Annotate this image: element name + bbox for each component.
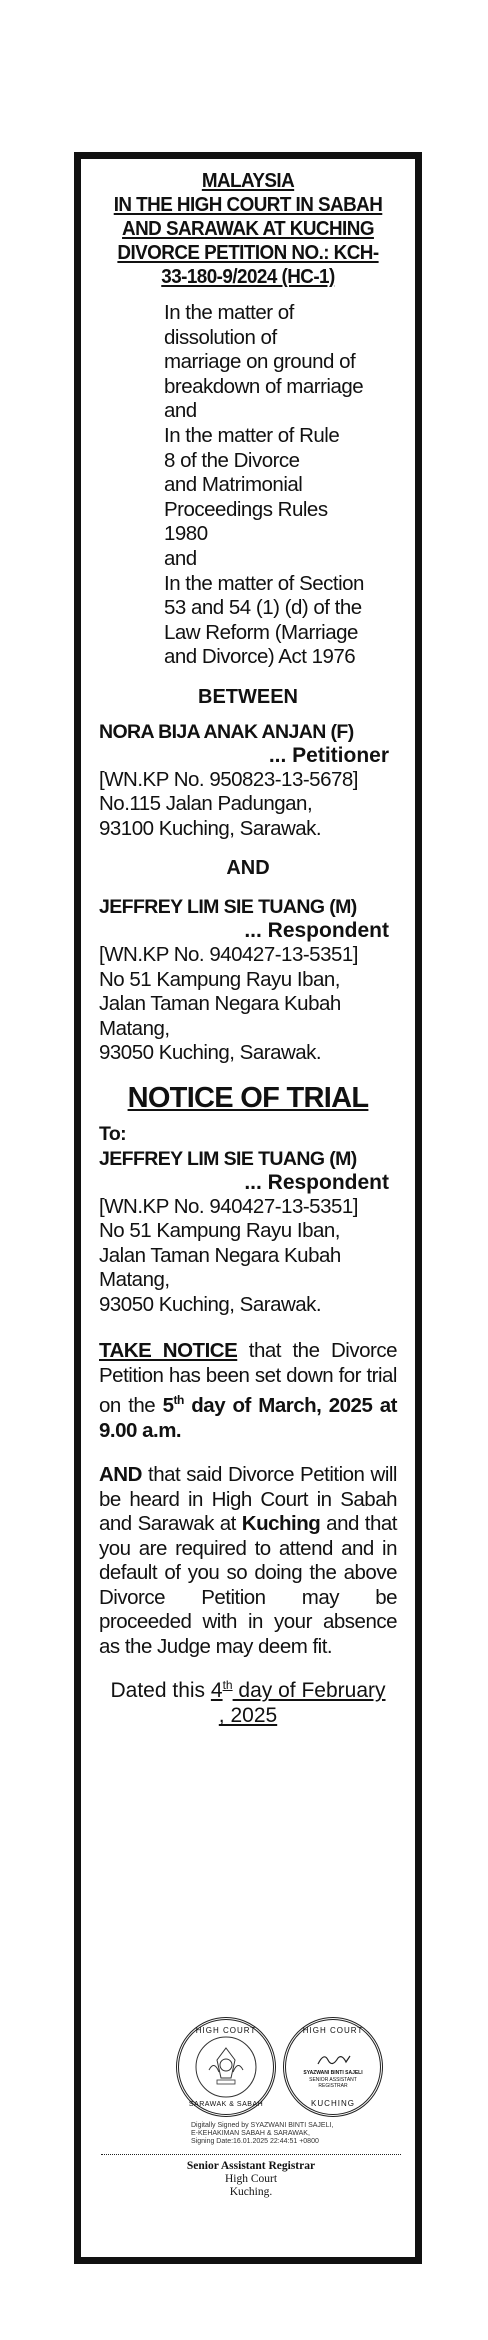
hearing-paragraph (99, 1463, 397, 1659)
digital-signature-line: Digitally Signed by SYAZWANI BINTI SAJELI, (191, 2122, 334, 2129)
trial-date: day of March, 2025 at 9.00 a.m. (99, 1394, 397, 1442)
address-line: No 51 Kampung Rayu Iban, (99, 1219, 340, 1243)
respondent-name: JEFFREY LIM SIE TUANG (M) (99, 896, 357, 919)
matter-line: Proceedings Rules (164, 497, 328, 521)
court-seal-right (283, 2017, 383, 2117)
matter-line: marriage on ground of (164, 350, 356, 374)
heading-line: AND SARAWAK AT KUCHING (122, 217, 374, 240)
hearing-place: Kuching (241, 1512, 321, 1536)
address-line: [WN.KP No. 940427-13-5351] (99, 943, 358, 967)
in-the-matter-block (164, 301, 397, 670)
trial-day: 5 (162, 1394, 174, 1418)
address-line: 93050 Kuching, Sarawak. (99, 1041, 322, 1065)
matter-line: 1980 (164, 522, 208, 546)
trial-day-suffix: th (173, 1393, 184, 1408)
digital-signature-line: E-KEHAKIMAN SABAH & SARAWAK, (191, 2130, 310, 2137)
matter-line: In the matter of Rule (164, 423, 340, 447)
heading-line: IN THE HIGH COURT IN SABAH (113, 193, 383, 216)
address-line: No 51 Kampung Rayu Iban, (99, 967, 340, 991)
paragraph-text: that the Divorce Petition has been set down for trial on the (99, 1339, 397, 1418)
dated-prefix: Dated this (110, 1679, 211, 1703)
registrar-place: Kuching. (229, 2186, 273, 2198)
dated-year: , 2025 (218, 1704, 278, 1728)
signature-icon (316, 2050, 352, 2068)
to-label: To: (99, 1122, 127, 1145)
heading-line: 33-180-9/2024 (HC-1) (161, 265, 335, 288)
notice-recipient-role: ... Respondent (244, 1170, 389, 1194)
heading-line: DIVORCE PETITION NO.: KCH- (117, 241, 379, 264)
and-label: AND (226, 857, 270, 880)
take-notice-paragraph (99, 1339, 397, 1443)
respondent-address (99, 943, 397, 1066)
seal-left-top-text: HIGH COURT (195, 2026, 257, 2035)
seal-right-bottom-text: KUCHING (311, 2099, 355, 2108)
case-heading (111, 169, 385, 289)
notice-of-trial-title: NOTICE OF TRIAL (127, 1081, 369, 1114)
matter-line: 8 of the Divorce (164, 448, 300, 472)
address-line: Jalan Taman Negara Kubah (99, 992, 341, 1016)
paragraph-text: that said Divorce Petition will be heard in High Court in Sabah and Sarawak at (99, 1463, 397, 1536)
hearing-lead: AND (99, 1463, 142, 1487)
notice-recipient-address (99, 1195, 397, 1318)
between-label: BETWEEN (198, 685, 298, 708)
petitioner-role: ... Petitioner (268, 743, 389, 767)
dated-day-suffix: th (222, 1678, 233, 1693)
seal-right-officer-name: SYAZWANI BINTI SAJELI (303, 2070, 363, 2076)
respondent-role: ... Respondent (244, 919, 389, 943)
paragraph-text: and that you are required to attend and in default of you so doing the above Divorce Petition may be proceeded with in your absence as the Judge may deem fit. (99, 1512, 397, 1658)
notice-content (99, 159, 397, 1728)
seal-left-bottom-text: SARAWAK & SABAH (188, 2101, 264, 2108)
signature-dotted-line (101, 2154, 401, 2155)
registrar-court: High Court (224, 2173, 278, 2185)
matter-line: and (164, 546, 197, 570)
notice-frame (74, 152, 422, 2264)
matter-line: In the matter of Section (164, 571, 364, 595)
address-line: 93050 Kuching, Sarawak. (99, 1292, 322, 1316)
digital-signature-line: Signing Date:16.01.2025 22:44:51 +0800 (191, 2138, 319, 2145)
dated-day: 4 (210, 1679, 223, 1703)
petitioner-address (99, 768, 397, 842)
address-line: Matang, (99, 1268, 170, 1292)
matter-line: In the matter of (164, 301, 294, 324)
address-line: 93100 Kuching, Sarawak. (99, 816, 322, 840)
court-seal-left (176, 2017, 276, 2117)
seal-right-officer-title: REGISTRAR (318, 2083, 348, 2089)
matter-line: dissolution of (164, 325, 277, 349)
address-line: [WN.KP No. 940427-13-5351] (99, 1194, 358, 1218)
matter-line: and (164, 399, 197, 423)
matter-line: 53 and 54 (1) (d) of the (164, 596, 362, 620)
seal-right-top-text: HIGH COURT (302, 2026, 364, 2035)
registrar-title: Senior Assistant Registrar (186, 2160, 316, 2172)
petitioner-name: NORA BIJA ANAK ANJAN (F) (99, 720, 354, 743)
notice-recipient-name: JEFFREY LIM SIE TUANG (M) (99, 1147, 357, 1170)
address-line: [WN.KP No. 950823-13-5678] (99, 767, 358, 791)
seal-right-officer-title: SENIOR ASSISTANT (309, 2077, 357, 2083)
matter-line: and Matrimonial (164, 473, 303, 497)
matter-line: Law Reform (Marriage (164, 620, 358, 644)
address-line: No.115 Jalan Padungan, (99, 792, 313, 816)
take-notice-lead: TAKE NOTICE (99, 1339, 238, 1363)
address-line: Matang, (99, 1016, 170, 1040)
heading-line: MALAYSIA (201, 169, 295, 192)
digital-signature-note (191, 2122, 333, 2146)
dated-month: day of February (232, 1679, 386, 1703)
matter-line: breakdown of marriage (164, 374, 364, 398)
registrar-block (151, 2160, 351, 2199)
address-line: Jalan Taman Negara Kubah (99, 1243, 341, 1267)
matter-line: and Divorce) Act 1976 (164, 645, 356, 669)
dated-line (99, 1673, 397, 1728)
